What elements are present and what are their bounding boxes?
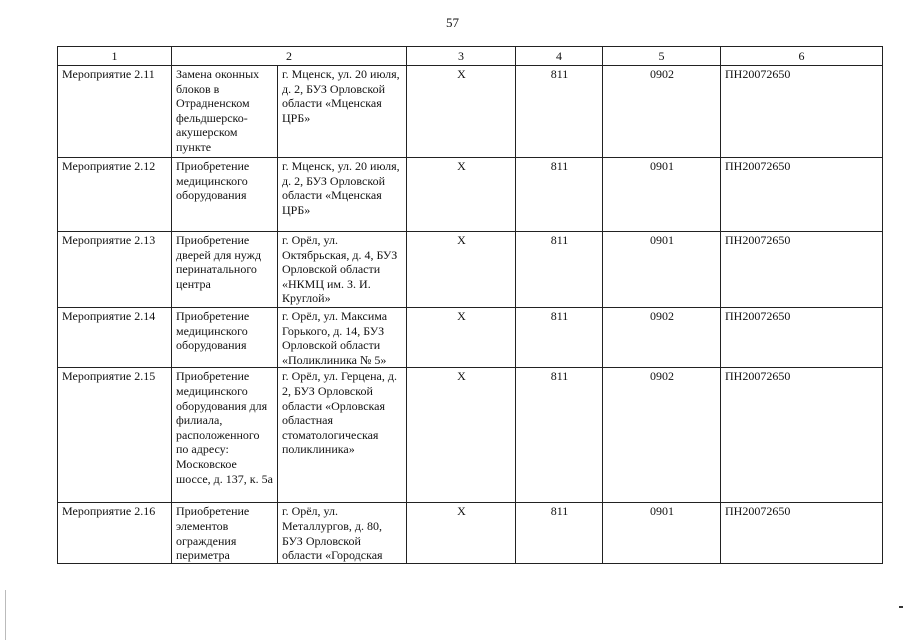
header-cell: 1 bbox=[58, 47, 172, 66]
scan-dash-mark bbox=[899, 606, 903, 608]
col5-cell: 0902 bbox=[603, 66, 721, 158]
table-row bbox=[58, 308, 883, 368]
event-cell: Мероприятие 2.16 bbox=[58, 503, 172, 563]
col6-cell: ПН20072650 bbox=[721, 503, 883, 563]
header-cell: 5 bbox=[603, 47, 721, 66]
header-cell: 2 bbox=[172, 47, 407, 66]
col6-cell: ПН20072650 bbox=[721, 232, 883, 308]
col5-cell: 0901 bbox=[603, 503, 721, 563]
col4-cell: 811 bbox=[516, 66, 603, 158]
scan-edge-mark bbox=[5, 590, 6, 640]
table-row bbox=[58, 368, 883, 503]
event-cell: Мероприятие 2.12 bbox=[58, 158, 172, 232]
budget-table bbox=[57, 46, 883, 564]
header-row bbox=[58, 47, 883, 66]
col3-cell: Х bbox=[407, 158, 516, 232]
col6-cell: ПН20072650 bbox=[721, 66, 883, 158]
action-cell: Замена оконных блоков в Отрадненском фельдшерско-акушерском пункте bbox=[172, 66, 278, 158]
col5-cell: 0902 bbox=[603, 368, 721, 503]
col4-cell: 811 bbox=[516, 232, 603, 308]
col4-cell: 811 bbox=[516, 158, 603, 232]
action-cell: Приобретение дверей для нужд перинатального центра bbox=[172, 232, 278, 308]
address-cell: г. Орёл, ул. Металлургов, д. 80, БУЗ Орловской области «Городская bbox=[278, 503, 407, 563]
address-cell: г. Мценск, ул. 20 июля, д. 2, БУЗ Орловской области «Мценская ЦРБ» bbox=[278, 158, 407, 232]
col6-cell: ПН20072650 bbox=[721, 368, 883, 503]
address-cell: г. Орёл, ул. Максима Горького, д. 14, БУЗ Орловской области «Поликлиника № 5» bbox=[278, 308, 407, 368]
event-cell: Мероприятие 2.11 bbox=[58, 66, 172, 158]
col5-cell: 0901 bbox=[603, 158, 721, 232]
address-cell: г. Орёл, ул. Герцена, д. 2, БУЗ Орловской области «Орловская областная стоматологическая поликлиника» bbox=[278, 368, 407, 503]
address-cell: г. Мценск, ул. 20 июля, д. 2, БУЗ Орловской области «Мценская ЦРБ» bbox=[278, 66, 407, 158]
col5-cell: 0901 bbox=[603, 232, 721, 308]
table-row bbox=[58, 158, 883, 232]
col4-cell: 811 bbox=[516, 503, 603, 563]
header-cell: 3 bbox=[407, 47, 516, 66]
action-cell: Приобретение элементов ограждения периметра bbox=[172, 503, 278, 563]
page-number: 57 bbox=[446, 15, 459, 30]
event-cell: Мероприятие 2.13 bbox=[58, 232, 172, 308]
col4-cell: 811 bbox=[516, 308, 603, 368]
table-row bbox=[58, 503, 883, 563]
address-cell: г. Орёл, ул. Октябрьская, д. 4, БУЗ Орловской области «НКМЦ им. З. И. Круглой» bbox=[278, 232, 407, 308]
action-cell: Приобретение медицинского оборудования bbox=[172, 158, 278, 232]
col3-cell: Х bbox=[407, 232, 516, 308]
col3-cell: Х bbox=[407, 368, 516, 503]
header-cell: 4 bbox=[516, 47, 603, 66]
col6-cell: ПН20072650 bbox=[721, 158, 883, 232]
col5-cell: 0902 bbox=[603, 308, 721, 368]
col4-cell: 811 bbox=[516, 368, 603, 503]
event-cell: Мероприятие 2.15 bbox=[58, 368, 172, 503]
col3-cell: Х bbox=[407, 503, 516, 563]
header-cell: 6 bbox=[721, 47, 883, 66]
table-row bbox=[58, 66, 883, 158]
col6-cell: ПН20072650 bbox=[721, 308, 883, 368]
event-cell: Мероприятие 2.14 bbox=[58, 308, 172, 368]
col3-cell: Х bbox=[407, 66, 516, 158]
col3-cell: Х bbox=[407, 308, 516, 368]
action-cell: Приобретение медицинского оборудования bbox=[172, 308, 278, 368]
table-row bbox=[58, 232, 883, 308]
action-cell: Приобретение медицинского оборудования для филиала, расположенного по адресу: Московское шоссе, д. 137, к. 5а bbox=[172, 368, 278, 503]
